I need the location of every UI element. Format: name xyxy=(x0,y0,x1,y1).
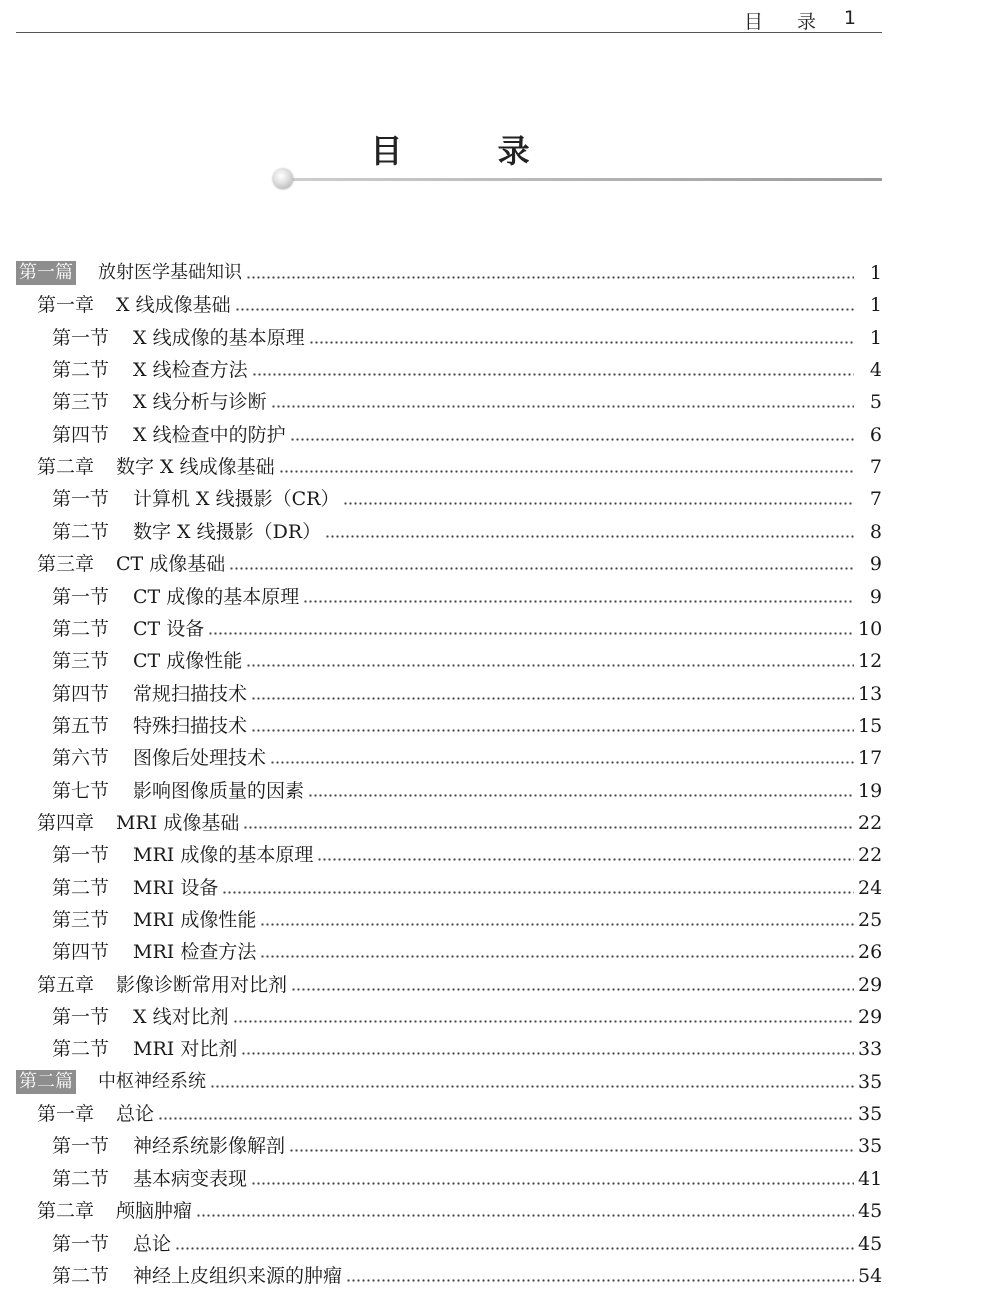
toc-entry-label: 第一节 xyxy=(52,844,110,867)
toc-entry-page-number: 5 xyxy=(869,391,882,414)
toc-entry-page-number: 26 xyxy=(858,941,883,964)
toc-entry-title: X 线分析与诊断 xyxy=(133,391,267,414)
toc-entry-title: 颅脑肿瘤 xyxy=(116,1200,193,1223)
toc-entry-label: 第一节 xyxy=(52,585,110,608)
toc-entry-section[interactable] xyxy=(52,350,882,382)
toc-entry-section[interactable] xyxy=(52,1126,882,1158)
toc-dot-leader xyxy=(210,1085,854,1088)
toc-entry-label: 第一节 xyxy=(52,1006,110,1029)
toc-entry-label: 第四节 xyxy=(52,423,110,446)
toc-entry-label: 第二节 xyxy=(52,876,110,899)
toc-entry-section[interactable] xyxy=(52,932,882,964)
toc-dot-leader xyxy=(251,729,854,732)
toc-dot-leader xyxy=(309,341,854,344)
toc-entry-label: 第二章 xyxy=(37,1200,95,1223)
toc-entry-part[interactable] xyxy=(16,253,882,285)
toc-entry-section[interactable] xyxy=(52,738,882,770)
toc-entry-page-number: 7 xyxy=(869,456,882,479)
toc-dot-leader xyxy=(290,438,854,441)
toc-entry-section[interactable] xyxy=(52,835,882,867)
toc-entry-section[interactable] xyxy=(52,641,882,673)
toc-dot-leader xyxy=(222,891,854,894)
toc-entry-page-number: 29 xyxy=(858,973,883,996)
toc-entry-page-number: 35 xyxy=(858,1135,883,1158)
toc-entry-page-number: 22 xyxy=(858,844,883,867)
toc-entry-title: 放射医学基础知识 xyxy=(98,262,242,283)
toc-dot-leader xyxy=(303,600,854,603)
toc-entry-title: MRI 成像性能 xyxy=(133,909,257,931)
toc-entry-section[interactable] xyxy=(52,382,882,414)
toc-entry-chapter[interactable] xyxy=(37,1191,882,1223)
toc-dot-leader xyxy=(252,373,854,376)
toc-entry-title: 影响图像质量的因素 xyxy=(133,779,305,802)
toc-entry-section[interactable] xyxy=(52,512,882,544)
toc-entry-chapter[interactable] xyxy=(37,447,882,479)
toc-entry-page-number: 35 xyxy=(858,1070,883,1093)
toc-dot-leader xyxy=(241,1052,854,1055)
toc-entry-page-number: 15 xyxy=(858,714,883,737)
toc-entry-label: 第一章 xyxy=(37,1103,95,1126)
running-head xyxy=(16,4,882,33)
toc-dot-leader xyxy=(246,664,854,667)
toc-entry-title: CT 成像的基本原理 xyxy=(133,585,300,608)
toc-entry-title: 影像诊断常用对比剂 xyxy=(116,973,288,996)
toc-entry-page-number: 45 xyxy=(858,1200,883,1223)
toc-entry-page-number: 54 xyxy=(858,1264,883,1287)
toc-entry-label: 第一篇 xyxy=(16,261,76,285)
toc-entry-section[interactable] xyxy=(52,900,882,932)
toc-entry-page-number: 17 xyxy=(858,747,883,770)
toc-entry-page-number: 1 xyxy=(869,294,882,317)
toc-entry-title: 神经系统影像解剖 xyxy=(133,1135,286,1158)
toc-entry-label: 第六节 xyxy=(52,747,110,770)
toc-entry-title: 总论 xyxy=(116,1103,155,1126)
running-head-title: 目 录 xyxy=(743,11,830,33)
toc-dot-leader xyxy=(343,502,854,505)
toc-entry-page-number: 13 xyxy=(858,682,883,705)
toc-entry-page-number: 45 xyxy=(858,1232,883,1255)
toc-dot-leader xyxy=(270,761,854,764)
toc-dot-leader xyxy=(196,1214,854,1217)
toc-dot-leader xyxy=(308,794,854,797)
toc-entry-label: 第二章 xyxy=(37,456,95,479)
toc-dot-leader xyxy=(243,826,854,829)
toc-dot-leader xyxy=(175,1247,854,1250)
toc-entry-section[interactable] xyxy=(52,1159,882,1191)
toc-entry-label: 第二节 xyxy=(52,359,110,382)
toc-dot-leader xyxy=(246,276,854,279)
toc-entry-label: 第一节 xyxy=(52,1135,110,1158)
toc-dot-leader xyxy=(291,988,854,991)
toc-entry-label: 第七节 xyxy=(52,779,110,802)
toc-entry-page-number: 4 xyxy=(869,359,882,382)
toc-dot-leader xyxy=(208,632,854,635)
toc-entry-section[interactable] xyxy=(52,997,882,1029)
toc-entry-section[interactable] xyxy=(52,1224,882,1256)
title-ornament-icon xyxy=(273,169,293,189)
toc-entry-label: 第三节 xyxy=(52,650,110,673)
toc-entry-title: MRI 检查方法 xyxy=(133,941,257,964)
toc-dot-leader xyxy=(233,1020,854,1023)
toc-entry-title: X 线检查中的防护 xyxy=(133,423,286,446)
toc-entry-label: 第二节 xyxy=(52,1264,110,1287)
toc-dot-leader xyxy=(260,923,854,926)
toc-entry-title: MRI 对比剂 xyxy=(133,1038,238,1061)
toc-entry-title: 图像后处理技术 xyxy=(133,747,267,770)
running-head-page-number: 1 xyxy=(843,7,856,29)
toc-entry-label: 第一节 xyxy=(52,326,110,349)
toc-dot-leader xyxy=(229,567,854,570)
toc-entry-title: X 线对比剂 xyxy=(133,1006,229,1029)
toc-entry-page-number: 10 xyxy=(858,617,883,640)
title-divider xyxy=(284,178,882,181)
toc-entry-label: 第二节 xyxy=(52,1167,110,1190)
toc-entry-chapter[interactable] xyxy=(37,544,882,576)
toc-entry-title: 特殊扫描技术 xyxy=(133,714,248,737)
toc-dot-leader xyxy=(158,1117,854,1120)
toc-entry-page-number: 1 xyxy=(869,326,882,349)
toc-entry-section[interactable] xyxy=(52,479,882,511)
toc-entry-title: 数字 X 线摄影（DR） xyxy=(133,520,322,543)
toc-entry-page-number: 25 xyxy=(858,909,883,931)
toc-entry-title: CT 成像性能 xyxy=(133,650,243,673)
toc-dot-leader xyxy=(251,697,854,700)
toc-entry-section[interactable] xyxy=(52,868,882,900)
toc-entry-section[interactable] xyxy=(52,706,882,738)
toc-entry-label: 第五章 xyxy=(37,973,95,996)
toc-entry-label: 第一章 xyxy=(37,294,95,317)
toc-entry-section[interactable] xyxy=(52,318,882,350)
toc-entry-label: 第二篇 xyxy=(16,1070,76,1094)
toc-dot-leader xyxy=(317,858,854,861)
toc-entry-page-number: 29 xyxy=(858,1006,883,1029)
toc-entry-label: 第四节 xyxy=(52,682,110,705)
toc-entry-label: 第三节 xyxy=(52,909,110,931)
toc-entry-page-number: 19 xyxy=(858,779,883,802)
toc-entry-label: 第三节 xyxy=(52,391,110,414)
toc-entry-page-number: 22 xyxy=(858,811,883,834)
toc-entry-label: 第一节 xyxy=(52,488,110,511)
toc-entry-label: 第五节 xyxy=(52,714,110,737)
toc-entry-page-number: 12 xyxy=(858,650,883,673)
toc-entry-section[interactable] xyxy=(52,771,882,803)
toc-entry-page-number: 24 xyxy=(858,876,883,899)
toc-entry-label: 第四节 xyxy=(52,941,110,964)
toc-entry-page-number: 9 xyxy=(869,553,882,576)
toc-entry-title: 总论 xyxy=(133,1232,172,1255)
toc-entry-title: CT 设备 xyxy=(133,617,205,640)
toc-entry-title: MRI 成像基础 xyxy=(116,811,240,834)
toc-entry-label: 第三章 xyxy=(37,553,95,576)
toc-entry-chapter[interactable] xyxy=(37,803,882,835)
toc-entry-title: X 线检查方法 xyxy=(133,359,248,382)
toc-entry-title: MRI 设备 xyxy=(133,876,219,899)
toc-entry-page-number: 7 xyxy=(869,488,882,511)
toc-dot-leader xyxy=(279,470,854,473)
toc-entry-label: 第四章 xyxy=(37,811,95,834)
toc-entry-page-number: 8 xyxy=(869,520,882,543)
toc-dot-leader xyxy=(325,535,854,538)
toc-entry-chapter[interactable] xyxy=(37,965,882,997)
toc-entry-title: CT 成像基础 xyxy=(116,553,226,576)
toc-entry-page-number: 33 xyxy=(858,1038,883,1061)
toc-entry-section[interactable] xyxy=(52,609,882,641)
toc-dot-leader xyxy=(271,405,854,408)
toc-entry-title: 计算机 X 线摄影（CR） xyxy=(133,488,340,511)
toc-entry-label: 第一节 xyxy=(52,1232,110,1255)
toc-dot-leader xyxy=(260,955,854,958)
toc-entry-title: 中枢神经系统 xyxy=(98,1070,206,1092)
toc-entry-title: MRI 成像的基本原理 xyxy=(133,844,314,867)
toc-dot-leader xyxy=(251,1182,854,1185)
toc-entry-title: 神经上皮组织来源的肿瘤 xyxy=(133,1264,343,1287)
toc-entry-part[interactable] xyxy=(16,1062,882,1094)
toc-entry-chapter[interactable] xyxy=(37,1094,882,1126)
toc-entry-title: X 线成像的基本原理 xyxy=(133,326,305,349)
toc-entry-section[interactable] xyxy=(52,1029,882,1061)
toc-dot-leader xyxy=(235,308,854,311)
toc-entry-page-number: 35 xyxy=(858,1103,883,1126)
toc-dot-leader xyxy=(289,1149,854,1152)
toc-entry-label: 第二节 xyxy=(52,617,110,640)
toc-entry-title: 常规扫描技术 xyxy=(133,682,248,705)
page-title: 目 录 xyxy=(370,132,572,170)
toc-entry-page-number: 41 xyxy=(858,1167,883,1190)
toc-entry-page-number: 9 xyxy=(869,585,882,608)
toc-entry-chapter[interactable] xyxy=(37,285,882,317)
toc-entry-section[interactable] xyxy=(52,1256,882,1288)
toc-entry-title: 基本病变表现 xyxy=(133,1167,248,1190)
toc-entry-section[interactable] xyxy=(52,674,882,706)
toc-entry-title: 数字 X 线成像基础 xyxy=(116,456,275,479)
toc-entry-title: X 线成像基础 xyxy=(116,294,231,317)
toc-entry-section[interactable] xyxy=(52,415,882,447)
toc-entry-page-number: 1 xyxy=(869,262,882,284)
toc-dot-leader xyxy=(346,1279,854,1282)
toc-entry-page-number: 6 xyxy=(869,423,882,446)
toc-entry-label: 第二节 xyxy=(52,520,110,543)
toc-entry-label: 第二节 xyxy=(52,1038,110,1061)
toc-entry-section[interactable] xyxy=(52,577,882,609)
